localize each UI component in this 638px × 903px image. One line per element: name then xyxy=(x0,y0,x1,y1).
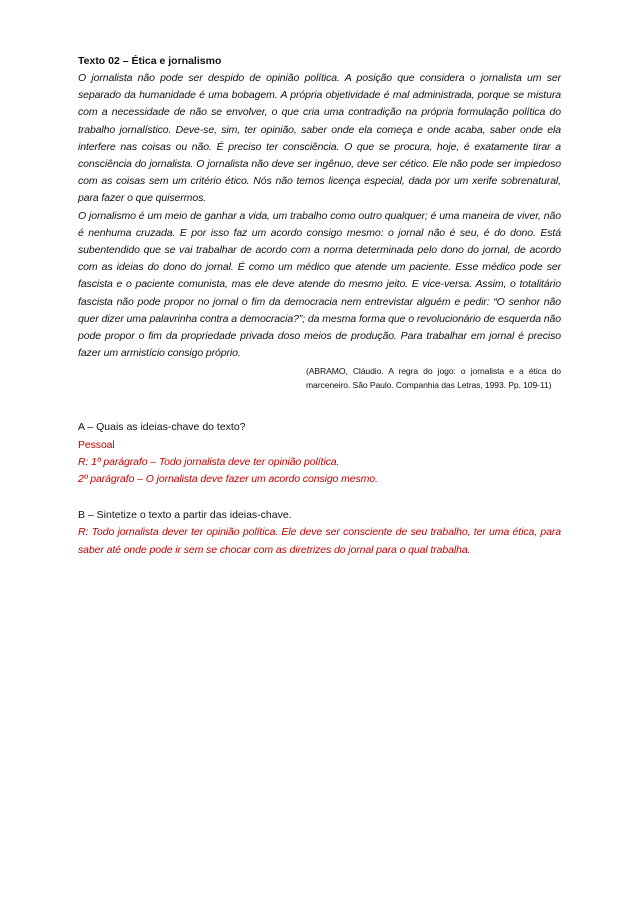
question-b-block xyxy=(78,507,561,559)
answer-a-1: R: 1º parágrafo – Todo jornalista deve ter opinião política. xyxy=(78,455,340,468)
answer-a-2: 2º parágrafo – O jornalista deve fazer um acordo consigo mesmo. xyxy=(78,473,378,486)
question-a: A – Quais as ideias-chave do texto? xyxy=(78,421,246,434)
question-a-block xyxy=(78,419,561,488)
paragraph-1: O jornalista não pode ser despido de opinião política. A posição que considera o jornalista um ser separado da humanidade é uma bobagem. A própria objetividade é mal administrada, porque se mistura com a necessidade de não se envolver, o que cria uma contradição na própria formulação política do trabalho jornalístico. Deve-se, sim, ter opinião, saber onde ela começa e onde acaba, saber onde ela interfere nas coisas ou não. É preciso ter consciência. O que se procura, hoje, é exatamente tirar a consciência do jornalista. O jornalista não deve ser ingênuo, deve ser cético. Ele não pode ser impiedoso com as coisas sem um critério ético. Nós não temos licença especial, dada por um xerife sobrenatural, para fazer o que quisermos. xyxy=(78,72,561,205)
paragraph-2: O jornalismo é um meio de ganhar a vida, um trabalho como outro qualquer; é uma maneira de viver, não é nenhuma cruzada. E por isso faz um acordo consigo mesmo: o jornal não é seu, é do dono. Está subentendido que se vai trabalhar de acordo com a norma determinada pelo dono do jornal, de acordo com as ideias do dono do jornal. É como um médico que atende um paciente. Esse médico pode ser fascista e o paciente comunista, mas ele deve atende do mesmo jeito. E vice-versa. Assim, o totalitário fascista não pode propor no jornal o fim da democracia nem entrevistar alguém e pedir: “O senhor não quer dizer uma palavrinha contra a democracia?”; da mesma forma que o revolucionário de esquerda não pode propor o fim da propriedade privada doso meios de produção. Para trabalhar em jornal é preciso fazer um armistício consigo próprio. xyxy=(78,209,561,360)
citation: (ABRAMO, Cláudio. A regra do jogo: o jornalista e a ética do marceneiro. São Paulo. Companhia das Letras, 1993. Pp. 109-11) xyxy=(306,366,561,391)
question-b: B – Sintetize o texto a partir das ideias-chave. xyxy=(78,509,292,522)
document-content xyxy=(78,54,561,559)
document-title: Texto 02 – Ética e jornalismo xyxy=(78,55,222,67)
question-a-label: Pessoal xyxy=(78,438,115,451)
answer-b: R: Todo jornalista dever ter opinião política. Ele deve ser consciente de seu trabalho, ter uma ética, para saber até onde pode ir sem se chocar com as diretrizes do jornal para o qual trabalha. xyxy=(78,526,561,556)
